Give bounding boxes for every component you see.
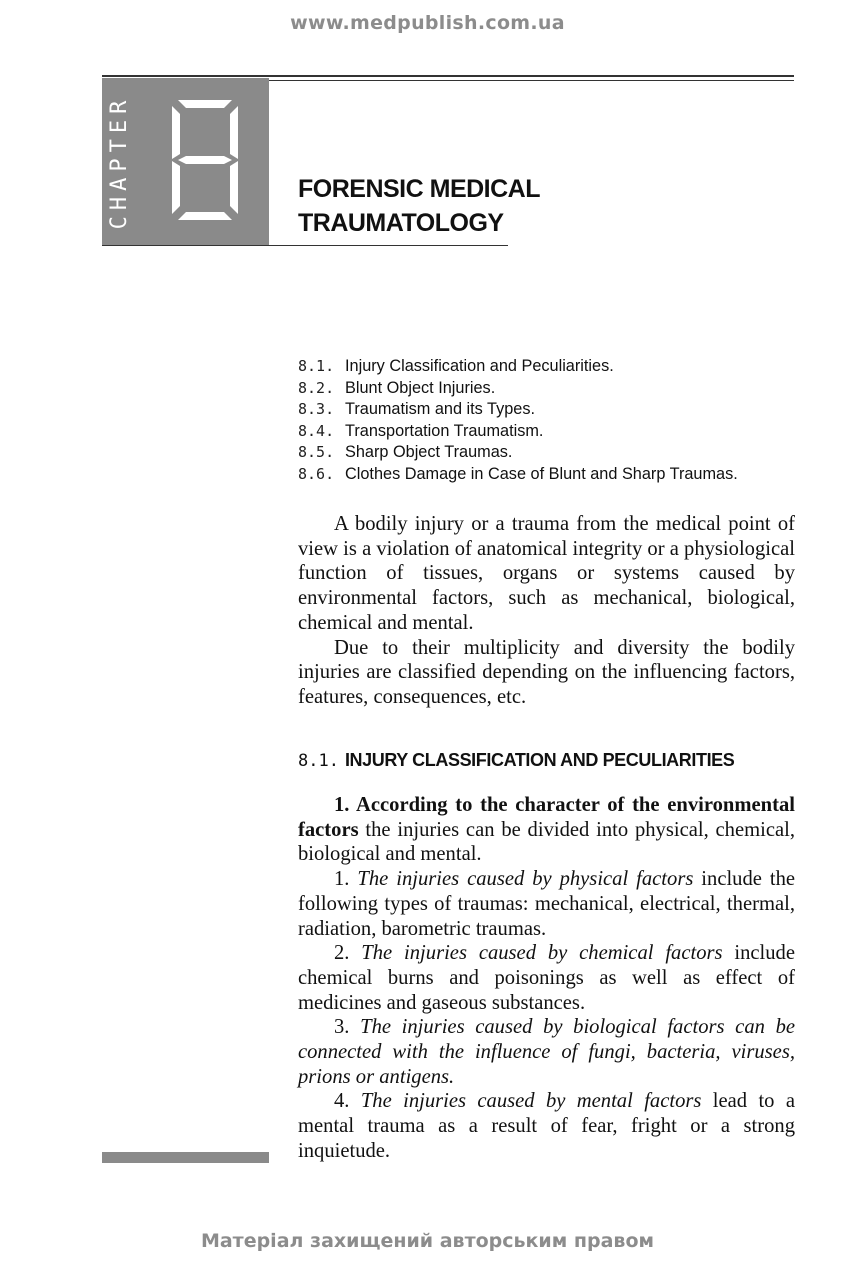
- classification-item-italic: The injuries caused by biological factors can be connected with the influence of fungi, bacteria, viruses, prions or antigens.: [298, 1016, 796, 1088]
- classification-lead-rest: the injuries can be divided into physical, chemical, biological and mental.: [298, 818, 795, 866]
- toc-item-text: Blunt Object Injuries.: [345, 378, 496, 397]
- section-number: 8.1.: [298, 751, 339, 771]
- intro-text: [298, 512, 795, 710]
- digit-segment-bottom: [178, 212, 232, 220]
- section-title: INJURY CLASSIFICATION AND PECULIARITIES: [344, 750, 735, 770]
- toc-item-number: 8.3.: [298, 400, 335, 419]
- section-heading: [298, 748, 818, 773]
- decorative-gray-bar: [102, 1152, 269, 1163]
- classification-item-rest: include the following types of traumas: mechanical, electrical, thermal, radiation, barometric traumas.: [298, 868, 796, 940]
- toc-item-number: 8.6.: [298, 464, 335, 483]
- digit-segment-top-right: [230, 106, 238, 159]
- toc-item: [298, 399, 798, 421]
- toc-item: [298, 442, 798, 464]
- copyright-notice: Матеріал захищений авторським правом: [200, 1230, 655, 1252]
- toc-item-number: 8.4.: [298, 421, 335, 440]
- intro-paragraph-1: A bodily injury or a trauma from the medical point of view is a violation of anatomical integrity or a physiological function of tissues, organs or systems caused by environmental factors, such as mechanical, biological, chemical and mental.: [298, 513, 795, 634]
- digit-segment-middle: [178, 156, 232, 164]
- classification-item-number: 2.: [334, 942, 362, 965]
- classification-lead-bold: 1. According to the character of the environmental factors: [298, 794, 795, 841]
- chapter-title-line-1: FORENSIC MEDICAL: [298, 175, 540, 203]
- chapter-title: [298, 172, 698, 240]
- toc-item-text: Transportation Traumatism.: [345, 421, 544, 440]
- digit-segment-bottom-right: [230, 161, 238, 214]
- classification-item: [298, 1089, 795, 1163]
- chapter-title-line-2: TRAUMATOLOGY: [298, 209, 504, 237]
- classification-item-rest: lead to a mental trauma as a result of fear, fright or a strong inquietude.: [298, 1090, 795, 1162]
- classification-item-italic: The injuries caused by mental factors: [360, 1090, 702, 1113]
- site-url-header: www.medpublish.com.ua: [290, 12, 565, 34]
- classification-item-italic: The injuries caused by chemical factors: [361, 942, 723, 965]
- toc-item: [298, 421, 798, 443]
- classification-item: [298, 941, 795, 1015]
- toc-item-text: Injury Classification and Peculiarities.: [345, 357, 614, 375]
- classification-item-rest: include chemical burns and poisonings as well as effect of medicines and gaseous substances.: [298, 942, 795, 1014]
- digit-segment-bottom-left: [172, 161, 180, 214]
- chapter-number-digit-8: [170, 98, 240, 222]
- top-rule-thin: [269, 80, 794, 81]
- toc-item: [298, 378, 798, 400]
- table-of-contents: [298, 356, 798, 486]
- chapter-word: CHAPTER: [107, 94, 132, 230]
- toc-item: [298, 464, 798, 486]
- toc-item-number: 8.5.: [298, 443, 335, 462]
- classification-item-number: 4.: [334, 1090, 361, 1113]
- classification-lead-paragraph: [298, 793, 795, 867]
- classification-item-number: 3.: [334, 1016, 361, 1039]
- toc-item-number: 8.1.: [298, 357, 335, 375]
- digit-segment-top-left: [172, 106, 180, 159]
- toc-item-number: 8.2.: [298, 378, 335, 397]
- classification-item-italic: The injuries caused by physical factors: [357, 868, 694, 891]
- toc-item-text: Sharp Object Traumas.: [345, 443, 513, 462]
- intro-paragraph-2: Due to their multiplicity and diversity the bodily injuries are classified depending on the influencing factors, features, consequences, etc.: [298, 636, 795, 708]
- classification-item-number: 1.: [334, 868, 358, 891]
- classification-item: [298, 1015, 795, 1089]
- title-underline: [102, 245, 508, 246]
- classification-item: [298, 867, 795, 941]
- toc-item-text: Clothes Damage in Case of Blunt and Sharp Traumas.: [345, 464, 738, 483]
- top-rule: [102, 75, 794, 77]
- section-body: [298, 793, 795, 1164]
- toc-item: [298, 356, 798, 378]
- digit-segment-top: [178, 100, 232, 108]
- toc-item-text: Traumatism and its Types.: [345, 400, 536, 419]
